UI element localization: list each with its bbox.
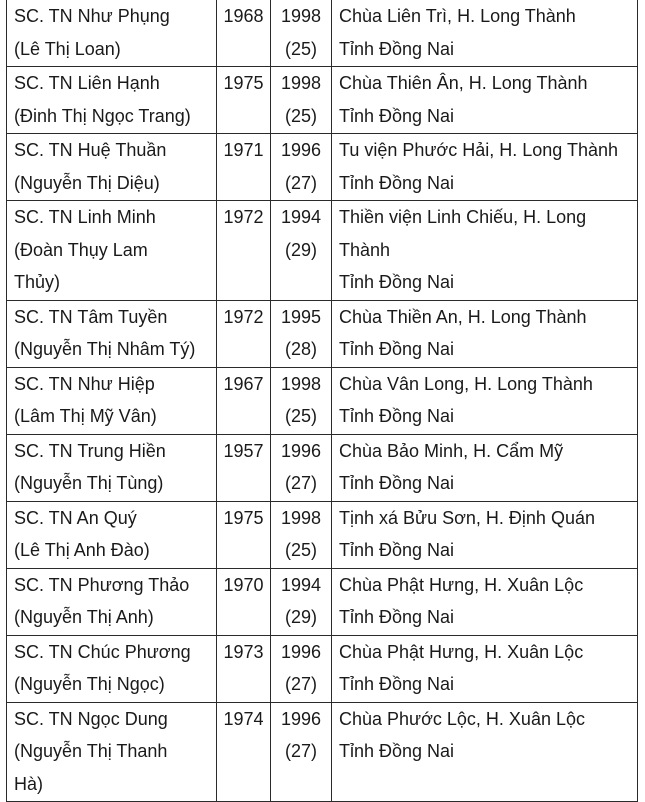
name-cell — [7, 201, 217, 301]
temple-line: Chùa Phước Lộc, H. Xuân Lộc — [339, 708, 585, 729]
province-line: Tỉnh Đồng Nai — [339, 674, 455, 694]
place-cell — [332, 702, 638, 802]
birth-year-cell — [217, 635, 271, 702]
table-row — [7, 568, 638, 635]
table-row — [7, 702, 638, 802]
temple-line: Chùa Thiền An, H. Long Thành — [339, 306, 587, 327]
ordination-count: (25) — [284, 105, 317, 126]
birth-year-cell — [217, 501, 271, 568]
lay-name: (Nguyễn Thị Nhâm Tý) — [14, 339, 196, 359]
ordination-cell — [271, 367, 332, 434]
ordination-cell — [271, 635, 332, 702]
birth-year: 1975 — [223, 507, 264, 528]
temple-line: Chùa Thiên Ân, H. Long Thành — [339, 73, 588, 93]
province-line: Tỉnh Đồng Nai — [339, 473, 455, 493]
ordination-year: 1998 — [280, 73, 322, 93]
ordination-cell — [271, 434, 332, 501]
table-row — [7, 0, 638, 67]
birth-year: 1975 — [223, 73, 264, 93]
ordination-count: (25) — [284, 38, 317, 59]
ordination-count: (27) — [284, 674, 317, 694]
name-cell — [7, 568, 217, 635]
ordination-count: (29) — [284, 239, 317, 260]
lay-name: (Nguyễn Thị Diệu) — [14, 172, 160, 193]
dharma-name: SC. TN Như Phụng — [14, 6, 170, 26]
table-row — [7, 434, 638, 501]
name-cell — [7, 367, 217, 434]
temple-line: Tịnh xá Bửu Sơn, H. Định Quán — [339, 507, 595, 528]
temple-line: Chùa Phật Hưng, H. Xuân Lộc — [339, 574, 584, 595]
ordination-year: 1994 — [280, 207, 322, 227]
place-cell — [332, 367, 638, 434]
lay-name: (Nguyễn Thị Anh) — [14, 607, 154, 627]
lay-name: (Lê Thị Loan) — [14, 38, 121, 59]
table-row — [7, 501, 638, 568]
ordination-year: 1998 — [280, 373, 322, 394]
birth-year: 1968 — [223, 6, 264, 26]
ordination-cell — [271, 501, 332, 568]
name-cell — [7, 702, 217, 802]
lay-name: (Nguyễn Thị Thanh — [14, 741, 168, 761]
table-row — [7, 635, 638, 702]
place-cell — [332, 201, 638, 301]
dharma-name: SC. TN Huệ Thuần — [14, 140, 167, 160]
ordination-year: 1996 — [280, 440, 322, 461]
birth-year-cell — [217, 367, 271, 434]
temple-line: Thiền viện Linh Chiếu, H. Long — [339, 207, 587, 227]
lay-name: (Lê Thị Anh Đào) — [14, 540, 150, 560]
place-cell — [332, 300, 638, 367]
name-cell — [7, 0, 217, 67]
temple-line: Chùa Vân Long, H. Long Thành — [339, 373, 593, 394]
birth-year: 1971 — [223, 140, 264, 160]
table-row — [7, 134, 638, 201]
province-line: Tỉnh Đồng Nai — [339, 172, 455, 193]
lay-name-continued: Hà) — [14, 773, 44, 794]
birth-year-cell — [217, 134, 271, 201]
ordination-cell — [271, 134, 332, 201]
dharma-name: SC. TN Trung Hiền — [14, 440, 166, 461]
ordination-year: 1994 — [280, 574, 322, 595]
lay-name-continued: Thủy) — [14, 272, 61, 292]
birth-year-cell — [217, 0, 271, 67]
name-cell — [7, 300, 217, 367]
ordination-count: (25) — [284, 540, 317, 560]
ordination-year: 1995 — [280, 306, 322, 327]
birth-year: 1970 — [223, 574, 264, 595]
table-row — [7, 201, 638, 301]
province-line: Tỉnh Đồng Nai — [339, 406, 455, 426]
ordination-cell — [271, 568, 332, 635]
birth-year-cell — [217, 67, 271, 134]
ordination-year: 1996 — [280, 140, 322, 160]
ordination-cell — [271, 201, 332, 301]
table-body — [7, 0, 638, 802]
temple-line: Chùa Bảo Minh, H. Cẩm Mỹ — [339, 440, 564, 461]
lay-name: (Nguyễn Thị Ngọc) — [14, 674, 165, 694]
birth-year: 1972 — [223, 306, 264, 327]
temple-line: Chùa Phật Hưng, H. Xuân Lộc — [339, 641, 584, 662]
place-cell — [332, 635, 638, 702]
birth-year: 1974 — [223, 708, 264, 729]
place-cell — [332, 67, 638, 134]
ordination-year: 1996 — [280, 708, 322, 729]
table-row — [7, 367, 638, 434]
name-cell — [7, 501, 217, 568]
birth-year: 1972 — [223, 207, 264, 227]
ordination-count: (27) — [284, 473, 317, 493]
dharma-name: SC. TN Ngọc Dung — [14, 708, 168, 729]
dharma-name: SC. TN Liên Hạnh — [14, 73, 160, 93]
dharma-name: SC. TN Như Hiệp — [14, 373, 155, 394]
birth-year-cell — [217, 568, 271, 635]
birth-year: 1967 — [223, 373, 264, 394]
name-cell — [7, 67, 217, 134]
temple-line-continued: Thành — [339, 239, 391, 260]
table-row — [7, 300, 638, 367]
dharma-name: SC. TN Linh Minh — [14, 207, 156, 227]
birth-year-cell — [217, 300, 271, 367]
temple-line: Chùa Liên Trì, H. Long Thành — [339, 6, 576, 26]
place-cell — [332, 434, 638, 501]
lay-name: (Đoàn Thụy Lam — [14, 239, 148, 260]
birth-year-cell — [217, 201, 271, 301]
dharma-name: SC. TN Tâm Tuyền — [14, 306, 168, 327]
place-cell — [332, 501, 638, 568]
birth-year-cell — [217, 702, 271, 802]
lay-name: (Đinh Thị Ngọc Trang) — [14, 105, 191, 126]
province-line: Tỉnh Đồng Nai — [339, 272, 455, 292]
birth-year: 1957 — [223, 440, 264, 461]
table-row — [7, 67, 638, 134]
temple-line: Tu viện Phước Hải, H. Long Thành — [339, 140, 618, 160]
province-line: Tỉnh Đồng Nai — [339, 540, 455, 560]
dharma-name: SC. TN An Quý — [14, 507, 137, 528]
ordination-count: (25) — [284, 406, 317, 426]
ordination-cell — [271, 300, 332, 367]
province-line: Tỉnh Đồng Nai — [339, 38, 455, 59]
birth-year-cell — [217, 434, 271, 501]
lay-name: (Nguyễn Thị Tùng) — [14, 473, 164, 493]
dharma-name: SC. TN Phương Thảo — [14, 574, 190, 595]
ordination-count: (29) — [284, 607, 317, 627]
ordination-year: 1998 — [280, 6, 322, 26]
name-cell — [7, 434, 217, 501]
ordination-count: (28) — [284, 339, 317, 359]
place-cell — [332, 568, 638, 635]
province-line: Tỉnh Đồng Nai — [339, 741, 455, 761]
dharma-name: SC. TN Chúc Phương — [14, 641, 191, 662]
birth-year: 1973 — [223, 641, 264, 662]
province-line: Tỉnh Đồng Nai — [339, 607, 455, 627]
place-cell — [332, 0, 638, 67]
ordination-cell — [271, 0, 332, 67]
name-cell — [7, 635, 217, 702]
lay-name: (Lâm Thị Mỹ Vân) — [14, 406, 157, 426]
province-line: Tỉnh Đồng Nai — [339, 105, 455, 126]
ordination-cell — [271, 702, 332, 802]
ordination-year: 1996 — [280, 641, 322, 662]
place-cell — [332, 134, 638, 201]
ordination-cell — [271, 67, 332, 134]
ordination-count: (27) — [284, 741, 317, 761]
ordination-year: 1998 — [280, 507, 322, 528]
province-line: Tỉnh Đồng Nai — [339, 339, 455, 359]
ordination-count: (27) — [284, 172, 317, 193]
nun-roster-table — [6, 0, 638, 802]
name-cell — [7, 134, 217, 201]
